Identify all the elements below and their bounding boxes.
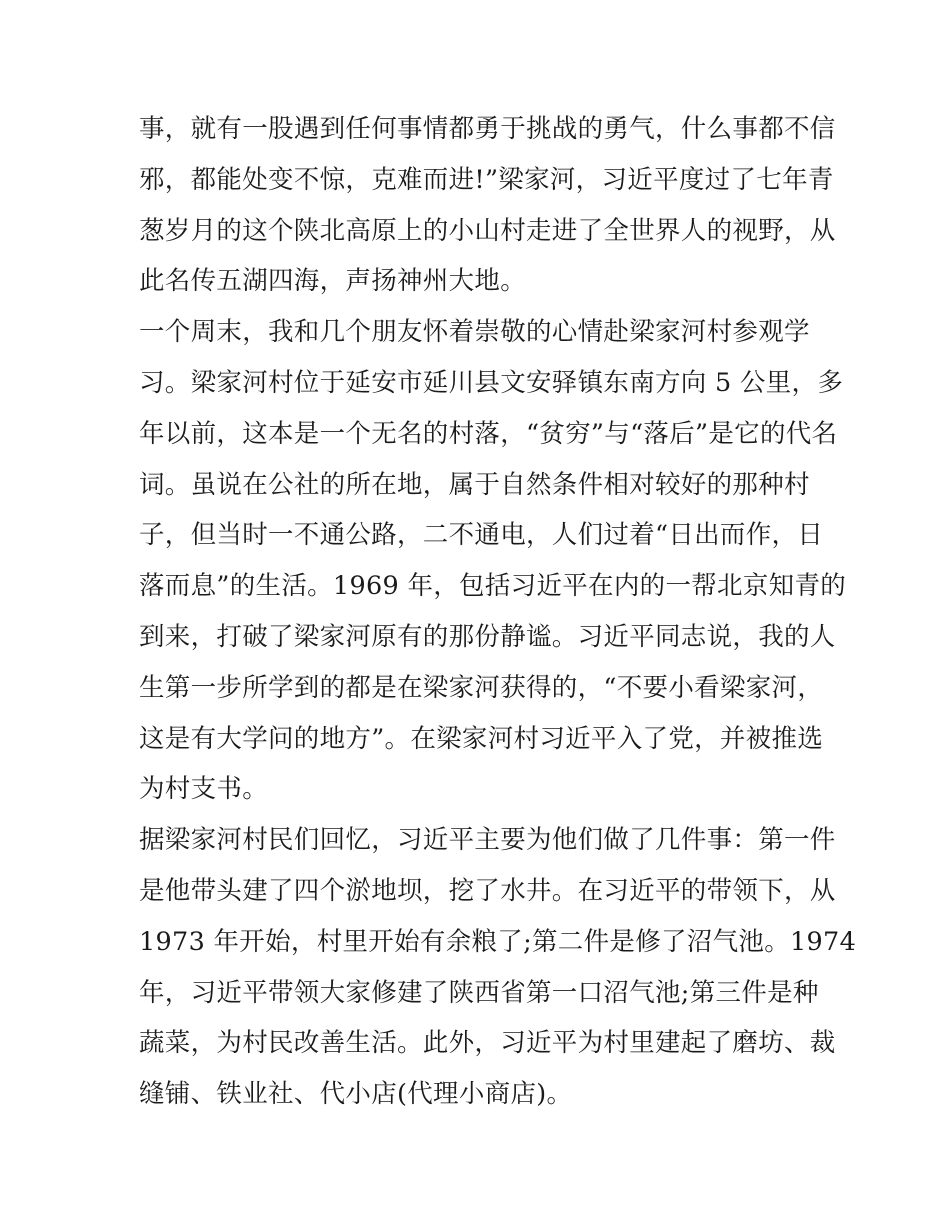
text-line: 一个周末，我和几个朋友怀着崇敬的心情赴梁家河村参观学 [139, 317, 810, 348]
text-line: 葱岁月的这个陕北高原上的小山村走进了全世界人的视野，从 [139, 215, 836, 246]
text-line: 落而息”的生活。1969 年，包括习近平在内的一帮北京知青的 [139, 571, 847, 602]
text-line: 缝铺、铁业社、代小店(代理小商店)。 [139, 1079, 573, 1110]
text-line: 此名传五湖四海，声扬神州大地。 [139, 266, 527, 297]
text-line: 这是有大学问的地方”。在梁家河村习近平入了党，并被推选 [139, 723, 824, 754]
text-line: 到来，打破了梁家河原有的那份静谧。习近平同志说，我的人 [139, 621, 836, 652]
text-line: 事，就有一股遇到任何事情都勇于挑战的勇气，什么事都不信 [139, 114, 836, 144]
text-line: 据梁家河村民们回忆，习近平主要为他们做了几件事：第一件 [139, 825, 836, 856]
text-line: 为村支书。 [139, 774, 269, 805]
text-line: 1973 年开始，村里开始有余粮了;第二件是修了沼气池。1974 [139, 926, 857, 957]
text-line: 子，但当时一不通公路，二不通电，人们过着“日出而作，日 [139, 520, 824, 551]
text-line: 是他带头建了四个淤地坝，挖了水井。在习近平的带领下，从 [139, 875, 836, 906]
text-line: 生第一步所学到的都是在梁家河获得的，“不要小看梁家河， [139, 672, 824, 703]
text-line: 词。虽说在公社的所在地，属于自然条件相对较好的那种村 [139, 469, 810, 500]
text-line: 年，习近平带领大家修建了陕西省第一口沼气池;第三件是种 [139, 977, 819, 1008]
body-text [139, 104, 857, 1120]
text-line: 邪，都能处变不惊，克难而进!”梁家河，习近平度过了七年青 [139, 164, 834, 195]
text-line: 习。梁家河村位于延安市延川县文安驿镇东南方向 5 公里，多 [139, 367, 844, 398]
text-line: 蔬菜，为村民改善生活。此外，习近平为村里建起了磨坊、裁 [139, 1028, 836, 1059]
text-line: 年以前，这本是一个无名的村落，“贫穷”与“落后”是它的代名 [139, 418, 838, 449]
